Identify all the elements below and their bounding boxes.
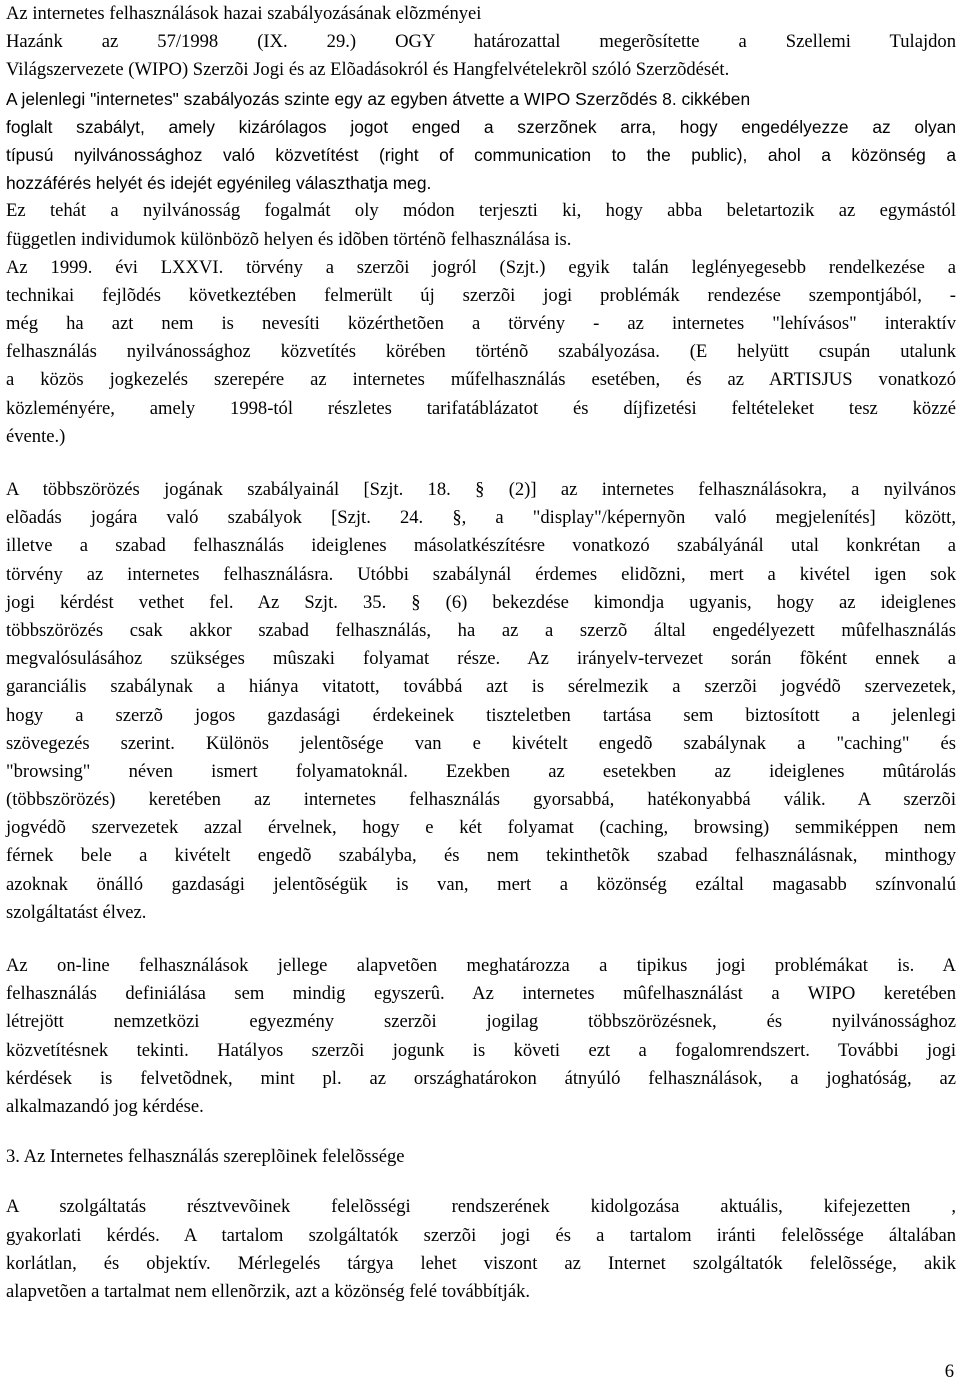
paragraph-wipo-background (6, 0, 956, 451)
paragraph-line: kérdések is felvetõdnek, mint pl. az országhatárokon átnyúló felhasználások, a joghatóság, az (6, 1067, 956, 1089)
paragraph-liability (6, 1193, 956, 1306)
paragraph-line: A többszörözés jogának szabályainál [Szjt. 18. § (2)] az internetes felhasználásokra, a nyilvános (6, 479, 956, 500)
paragraph-line: Az internetes felhasználások hazai szabályozásának elõzményei (6, 3, 482, 24)
paragraph-spacer (6, 927, 956, 952)
paragraph-line: Az on-line felhasználások jellege alapvetõen meghatározza a tipikus jogi problémákat is. A (6, 955, 956, 976)
paragraph-line: technikai fejlõdés következtében felmerült új szerzõi jogi problémák rendezése szempontjából, - (6, 284, 956, 306)
paragraph-online-uses (6, 952, 956, 1121)
paragraph-line: hozzáférés helyét és idejét egyénileg választhatja meg. (6, 173, 432, 194)
paragraph-line: Világszervezete (WIPO) Szerzõi Jogi és az Elõadásokról és Hangfelvételekrõl szóló Szerzõdését. (6, 59, 730, 81)
paragraph-line: elõadás jogára való szabályok [Szjt. 24. §, a "display"/képernyõn való megjelenítés] között, (6, 507, 956, 529)
paragraph-line: (többszörözés) keretében az internetes felhasználás gyorsabbá, hatékonyabbá válik. A szerzõi (6, 789, 956, 811)
paragraph-line: felhasználás definiálása sem mindig egyszerû. Az internetes mûfelhasználást a WIPO keretében (6, 983, 956, 1005)
paragraph-line: létrejött nemzetközi egyezmény szerzõi jogilag többszörözésnek, és nyilvánossághoz (6, 1011, 956, 1033)
paragraph-spacer (6, 1121, 956, 1143)
paragraph-line: férnek bele a kivételt engedõ szabályba, és nem tekinthetõk szabad felhasználásnak, minthogy (6, 845, 956, 867)
paragraph-line: törvény az internetes felhasználásra. Utóbbi szabálynál érdemes elidõzni, mert a kivétel igen sok (6, 563, 956, 585)
paragraph-line: felhasználás nyilvánossághoz közvetítés körében történõ szabályozása. (E helyütt csupán utalunk (6, 341, 956, 363)
paragraph-line: Az 1999. évi LXXVI. törvény a szerzõi jogról (Szjt.) egyik talán leglényegesebb rendelkezése a (6, 256, 956, 278)
section-heading: 3. Az Internetes felhasználás szereplõinek felelõssége (6, 1146, 405, 1168)
paragraph-line: jogvédõ szervezetek azzal érvelnek, hogy e két folyamat (caching, browsing) semmiképpen nem (6, 817, 956, 839)
paragraph-line: szövegezés szerint. Különös jelentõsége van e kivételt engedõ szabálynak a "caching" és (6, 732, 956, 754)
paragraph-line: garanciális szabálynak a hiánya vitatott, továbbá azt is sérelmezik a szerzõi jogvédõ szervezetek, (6, 676, 956, 698)
paragraph-line: Hazánk az 57/1998 (IX. 29.) OGY határozattal megerõsítette a Szellemi Tulajdon (6, 31, 956, 53)
paragraph-line: közvetítésnek tekinti. Hatályos szerzõi jogunk is követi ezt a fogalomrendszert. További jogi (6, 1039, 956, 1061)
paragraph-line: jogi kérdést vethet fel. Az Szjt. 35. § (6) bekezdése kimondja ugyanis, hogy az ideiglenes (6, 591, 956, 613)
paragraph-line: többszörözés csak akkor szabad felhasználás, ha az a szerzõ által engedélyezett mûfelhasználás (6, 619, 956, 641)
paragraph-line: azoknak önálló gazdasági jelentõségük is van, mert a közönség ezáltal magasabb színvonalú (6, 873, 956, 895)
document-page (6, 0, 956, 1306)
paragraph-line: szolgáltatást élvez. (6, 901, 147, 923)
paragraph-line: alapvetõen a tartalmat nem ellenõrzik, azt a közönség felé továbbítják. (6, 1280, 531, 1302)
paragraph-line: alkalmazandó jog kérdése. (6, 1095, 204, 1117)
paragraph-line: típusú nyilvánossághoz való közvetítést (right of communication to the public), ahol a közönség a (6, 144, 956, 165)
paragraph-line: foglalt szabályt, amely kizárólagos jogot enged a szerzõnek arra, hogy engedélyezze az olyan (6, 116, 956, 137)
paragraph-line: még ha azt nem is nevesíti közérthetõen a törvény - az internetes "lehívásos" interaktív (6, 313, 956, 335)
page-number: 6 (944, 1361, 954, 1382)
paragraph-spacer (6, 451, 956, 476)
paragraph-line: illetve a szabad felhasználás ideiglenes másolatkészítésre vonatkozó szabályánál utal konkrétan a (6, 535, 956, 557)
paragraph-line: közleményére, amely 1998-tól részletes tarifatáblázatot és díjfizetési feltételeket tesz közzé (6, 397, 956, 419)
paragraph-line: "browsing" néven ismert folyamatoknál. Ezekben az esetekben az ideiglenes mûtárolás (6, 760, 956, 782)
paragraph-line: független individumok különbözõ helyen és idõben történõ felhasználása is. (6, 228, 572, 250)
paragraph-line: A szolgáltatás résztvevõinek felelõsségi rendszerének kidolgozása aktuális, kifejezetten , (6, 1196, 956, 1218)
paragraph-line: Ez tehát a nyilvánosság fogalmát oly módon terjeszti ki, hogy abba beletartozik az egymástól (6, 200, 956, 222)
paragraph-spacer (6, 1171, 956, 1193)
paragraph-line: gyakorlati kérdés. A tartalom szolgáltatók szerzõi jogi és a tartalom iránti felelõssége általában (6, 1224, 956, 1246)
paragraph-line: korlátlan, és objektív. Mérlegelés tárgya lehet viszont az Internet szolgáltatók felelõssége, akik (6, 1252, 956, 1274)
paragraph-line: hogy a szerzõ jogos gazdasági érdekeinek tiszteletben tartása sem biztosított a jelenlegi (6, 704, 956, 726)
paragraph-line: évente.) (6, 425, 66, 447)
paragraph-reproduction-rights (6, 476, 956, 927)
paragraph-line: megvalósulásához szükséges mûszaki folyamat része. Az irányelv-tervezet során fõként ennek a (6, 648, 956, 670)
paragraph-line: A jelenlegi "internetes" szabályozás szinte egy az egyben átvette a WIPO Szerzõdés 8. cikkében (6, 88, 751, 109)
paragraph-line: a közös jogkezelés szerepére az internetes műfelhasználás esetében, és az ARTISJUS vonatkozó (6, 369, 956, 391)
